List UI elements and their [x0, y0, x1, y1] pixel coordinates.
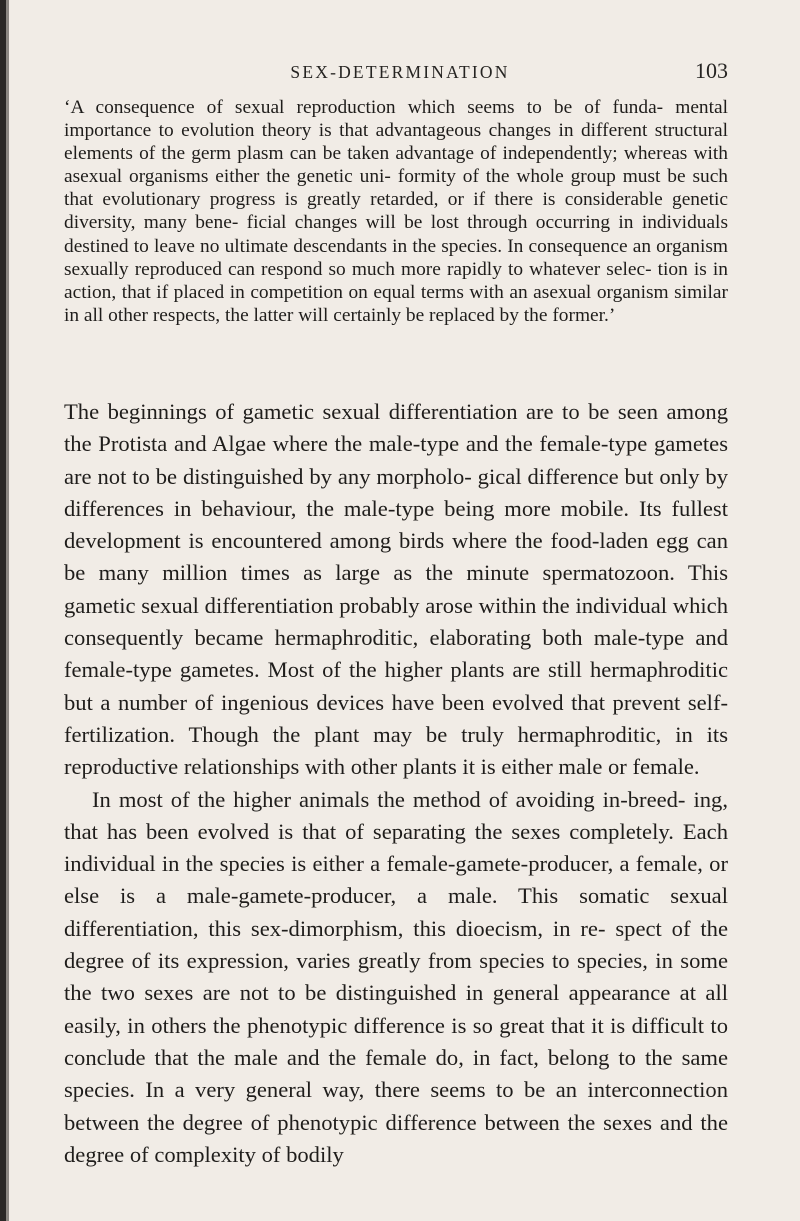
block-quote: ‘A consequence of sexual reproduction which seems to be of funda- mental importance to evolution theory is that advantageous changes in different structural elements of the germ plasm can be taken advantage of independently; whereas with asexual organisms either the genetic uni- formity of the whole group must be such that evolutionary progress is greatly retarded, or if there is considerable genetic diversity, many bene- ficial changes will be lost through occurring in individuals destined to leave no ultimate descendants in the species. In consequence an organism sexually reproduced can respond so much more rapidly to whatever selec- tion is in action, that if placed in competition on equal terms with an asexual organism similar in all other respects, the latter will certainly be replaced by the former.’	[64, 97, 728, 326]
paragraph: The beginnings of gametic sexual differentiation are to be seen among the Protista and Algae where the male-type and the female-type gametes are not to be distinguished by any morpholo- gical difference but only by differences in behaviour, the male-type being more mobile. Its fullest development is encountered among birds where the food-laden egg can be many million times as large as the minute spermatozoon. This gametic sexual differentiation probably arose within the individual which consequently became hermaphroditic, elaborating both male-type and female-type gametes. Most of the higher plants are still hermaphroditic but a number of ingenious devices have been evolved that prevent self- fertilization. Though the plant may be truly hermaphroditic, in its reproductive relationships with other plants it is either male or female.	[64, 399, 728, 780]
page-header	[60, 58, 740, 92]
body-text	[64, 396, 728, 1171]
page-number: 103	[695, 58, 728, 83]
running-head: SEX-DETERMINATION	[290, 62, 510, 82]
paragraph: In most of the higher animals the method of avoiding in-breed- ing, that has been evolved is that of separating the sexes completely. Each individual in the species is either a female-gamete-producer, a female, or else is a male-gamete-producer, a male. This somatic sexual differentiation, this sex-dimorphism, this dioecism, in re- spect of the degree of its expression, varies greatly from species to species, in some the two sexes are not to be distinguished in general appearance at all easily, in others the phenotypic difference is so great that it is difficult to conclude that the male and the female do, in fact, belong to the same species. In a very general way, there seems to be an interconnection between the degree of phenotypic difference between the sexes and the degree of complexity of bodily	[64, 786, 728, 1167]
page-binding-strip	[6, 0, 9, 1221]
